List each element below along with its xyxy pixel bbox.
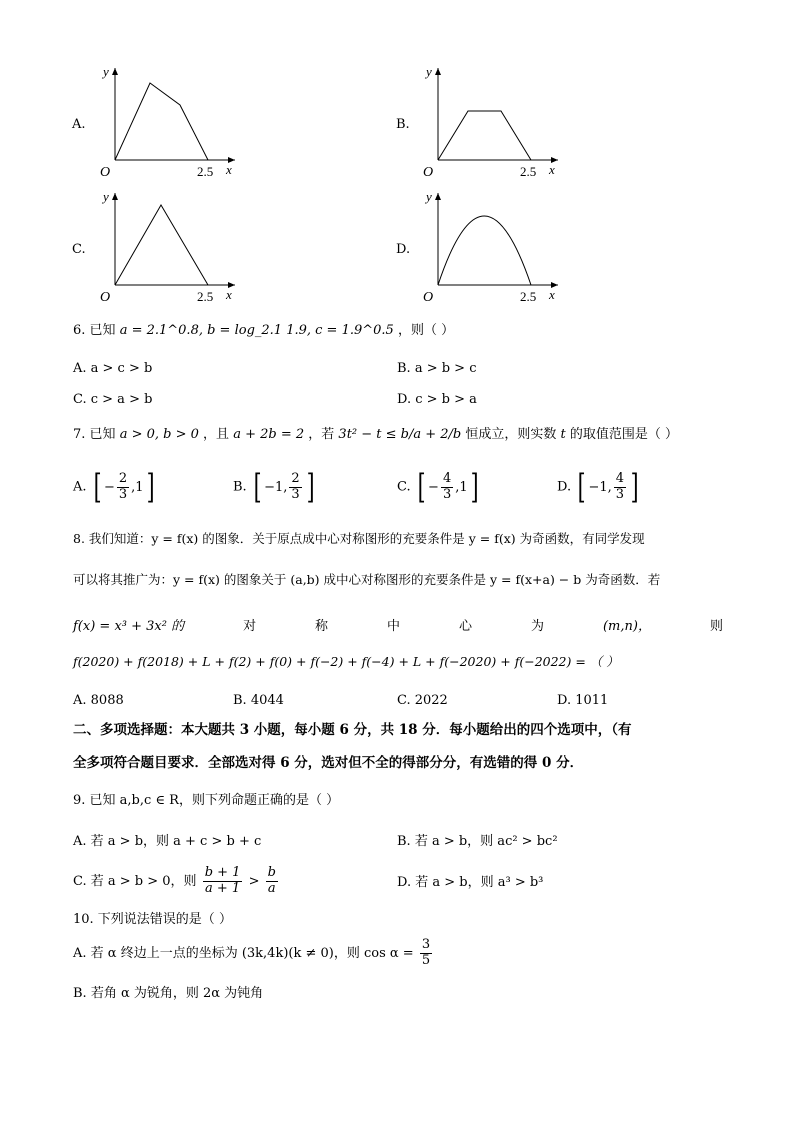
graph-c (95, 185, 245, 305)
graph-c-tick: 2.5 (197, 289, 214, 304)
q9-stem: 9. 已知 a,b,c ∈ R，则下列命题正确的是（ ） (73, 793, 340, 808)
q6-formula: a = 2.1^0.8, b = log_2.1 1.9, c = 1.9^0.5 (119, 323, 394, 338)
q8-line-1: 8. 我们知道：y = f(x) 的图象．关于原点成中心对称图形的充要条件是 y = f(x) 为奇函数，有同学发现 (73, 531, 645, 546)
graph-b-label: B. (396, 117, 410, 132)
q6-stem (73, 324, 454, 337)
q7-number: 7. 已知 (73, 427, 116, 442)
q6-tail: ，则（ ） (397, 323, 455, 338)
q9-option-c-text: C. 若 a > b > 0，则 (73, 873, 197, 889)
q7-c-num: 4 (442, 470, 452, 486)
section-2-heading-line-2: 全多项符合题目要求．全部选对得 6 分，选对但不全的得部分分，有选错的得 0 分． (73, 755, 584, 771)
q8-line-3-part: 对 (243, 619, 257, 634)
section-2-heading-line-1: 二、多项选择题：本大题共 3 小题，每小题 6 分，共 18 分．每小题给出的四个选项中，（有 (73, 722, 632, 738)
q8-option-c: C. 2022 (397, 693, 448, 708)
q7-option-b (233, 467, 317, 507)
q8-line-3-part: 则 (709, 619, 723, 634)
q7-option-c (397, 467, 481, 507)
q7-connector: ，且 (203, 427, 230, 442)
graph-a-tick: 2.5 (197, 164, 214, 179)
q7-d-den: 3 (615, 486, 625, 502)
graph-b-origin: O (423, 165, 434, 180)
q9-c-num: b + 1 (204, 865, 241, 880)
graph-d-origin: O (423, 290, 434, 305)
graph-c-label: C. (72, 242, 86, 257)
q7-a-num: 2 (118, 470, 128, 486)
q8-line-3-part: 称 (315, 619, 329, 634)
graph-a (95, 60, 245, 180)
q7-c-den: 3 (442, 486, 452, 502)
q7-option-c-interval: [ − $\frac{4}{3}$ ,1 ] (417, 467, 479, 507)
q7-stem (73, 428, 678, 441)
graph-a-x-label: x (226, 162, 232, 177)
q7-condition: a > 0, b > 0 (119, 427, 199, 442)
q6-option-c: C. c > a > b (73, 392, 153, 407)
graph-d-y-label: y (426, 189, 432, 204)
q6-option-a: A. a > c > b (73, 361, 153, 376)
q9-c-den: a + 1 (204, 880, 241, 896)
q8-line-3-part: f(x) = x³ + 3x² 的 (73, 619, 185, 634)
q7-option-a-interval: [ − $\frac{2}{3}$ ,1 ] (93, 467, 155, 507)
q7-c-left: − (428, 479, 439, 495)
q7-option-d-label: D. (557, 479, 572, 495)
graph-d-x-label: x (549, 287, 555, 302)
graph-a-origin: O (100, 165, 111, 180)
q6-option-b: B. a > b > c (397, 361, 477, 376)
q7-option-a (73, 467, 157, 507)
q10-a-den: 5 (421, 952, 431, 968)
q6-number: 6. 已知 (73, 323, 116, 338)
q9-c-num-2: b (267, 865, 276, 880)
q7-b-num: 2 (291, 470, 300, 486)
graph-b-tick: 2.5 (520, 164, 537, 179)
graph-b-y-label: y (426, 64, 432, 79)
q7-equation: a + 2b = 2 (233, 427, 305, 442)
q7-d-num: 4 (615, 470, 625, 486)
q7-tail-2: 的取值范围是（ ） (569, 427, 679, 442)
graph-b (418, 60, 568, 180)
q7-option-c-label: C. (397, 479, 411, 495)
q8-line-3-part: 为 (531, 619, 545, 634)
graph-d-tick: 2.5 (520, 289, 537, 304)
q9-option-c (73, 866, 280, 897)
q7-b-left: −1, (264, 479, 288, 495)
q8-option-a: A. 8088 (73, 693, 124, 708)
q7-option-d-interval: [ −1, $\frac{4}{3}$ ] (577, 467, 639, 507)
q7-a-right: ,1 (131, 479, 144, 495)
q10-a-num: 3 (421, 937, 431, 952)
q8-line-3-part: (m,n)， (602, 619, 651, 634)
graph-a-y-label: y (103, 64, 109, 79)
graph-d-label: D. (396, 242, 411, 257)
q7-option-a-label: A. (73, 479, 87, 495)
q9-c-den-2: a (267, 880, 276, 896)
q8-line-4: f(2020) + f(2018) + L + f(2) + f(0) + f(−2) + f(−4) + L + f(−2020) + f(−2022) = （ ） (73, 654, 619, 669)
graph-b-x-label: x (549, 162, 555, 177)
graph-c-y-label: y (103, 189, 109, 204)
q7-option-b-label: B. (233, 479, 247, 495)
graph-c-x-label: x (226, 287, 232, 302)
q6-option-d: D. c > b > a (397, 392, 477, 407)
q7-connector-2: ，若 (308, 427, 335, 442)
q7-a-den: 3 (118, 486, 128, 502)
q10-option-a (73, 938, 434, 969)
q7-c-right: ,1 (455, 479, 468, 495)
graph-a-label: A. (72, 117, 86, 132)
q7-tail: 恒成立，则实数 (465, 427, 557, 442)
q10-option-b: B. 若角 α 为锐角，则 2α 为钝角 (73, 986, 264, 1001)
q7-inequality: 3t² − t ≤ b/a + 2/b (338, 427, 462, 442)
q7-variable: t (560, 427, 566, 442)
q7-d-left: −1, (588, 479, 612, 495)
q9-option-b: B. 若 a > b，则 ac² > bc² (397, 834, 558, 849)
q8-line-3 (73, 615, 723, 634)
q8-line-3-part: 心 (459, 619, 473, 634)
q9-option-d: D. 若 a > b，则 a³ > b³ (397, 875, 544, 890)
q7-b-den: 3 (291, 486, 300, 502)
q7-a-left: − (103, 479, 115, 495)
graph-c-origin: O (100, 290, 111, 305)
q8-option-b: B. 4044 (233, 693, 284, 708)
q7-option-d (557, 467, 641, 507)
q7-option-b-interval: [ −1, $\frac{2}{3}$ ] (253, 467, 315, 507)
q9-option-a: A. 若 a > b，则 a + c > b + c (73, 834, 262, 849)
q8-line-2: 可以将其推广为：y = f(x) 的图象关于 (a,b) 成中心对称图形的充要条件是 y = f(x+a) − b 为奇函数．若 (73, 572, 661, 587)
q8-line-3-part: 中 (387, 619, 401, 634)
graph-d (418, 185, 568, 305)
q10-option-a-text: A. 若 α 终边上一点的坐标为 (3k,4k)(k ≠ 0)，则 cos α = (73, 945, 414, 961)
q9-c-gt: > (248, 873, 260, 889)
q8-option-d: D. 1011 (557, 693, 609, 708)
q10-stem: 10. 下列说法错误的是（ ） (73, 912, 232, 927)
